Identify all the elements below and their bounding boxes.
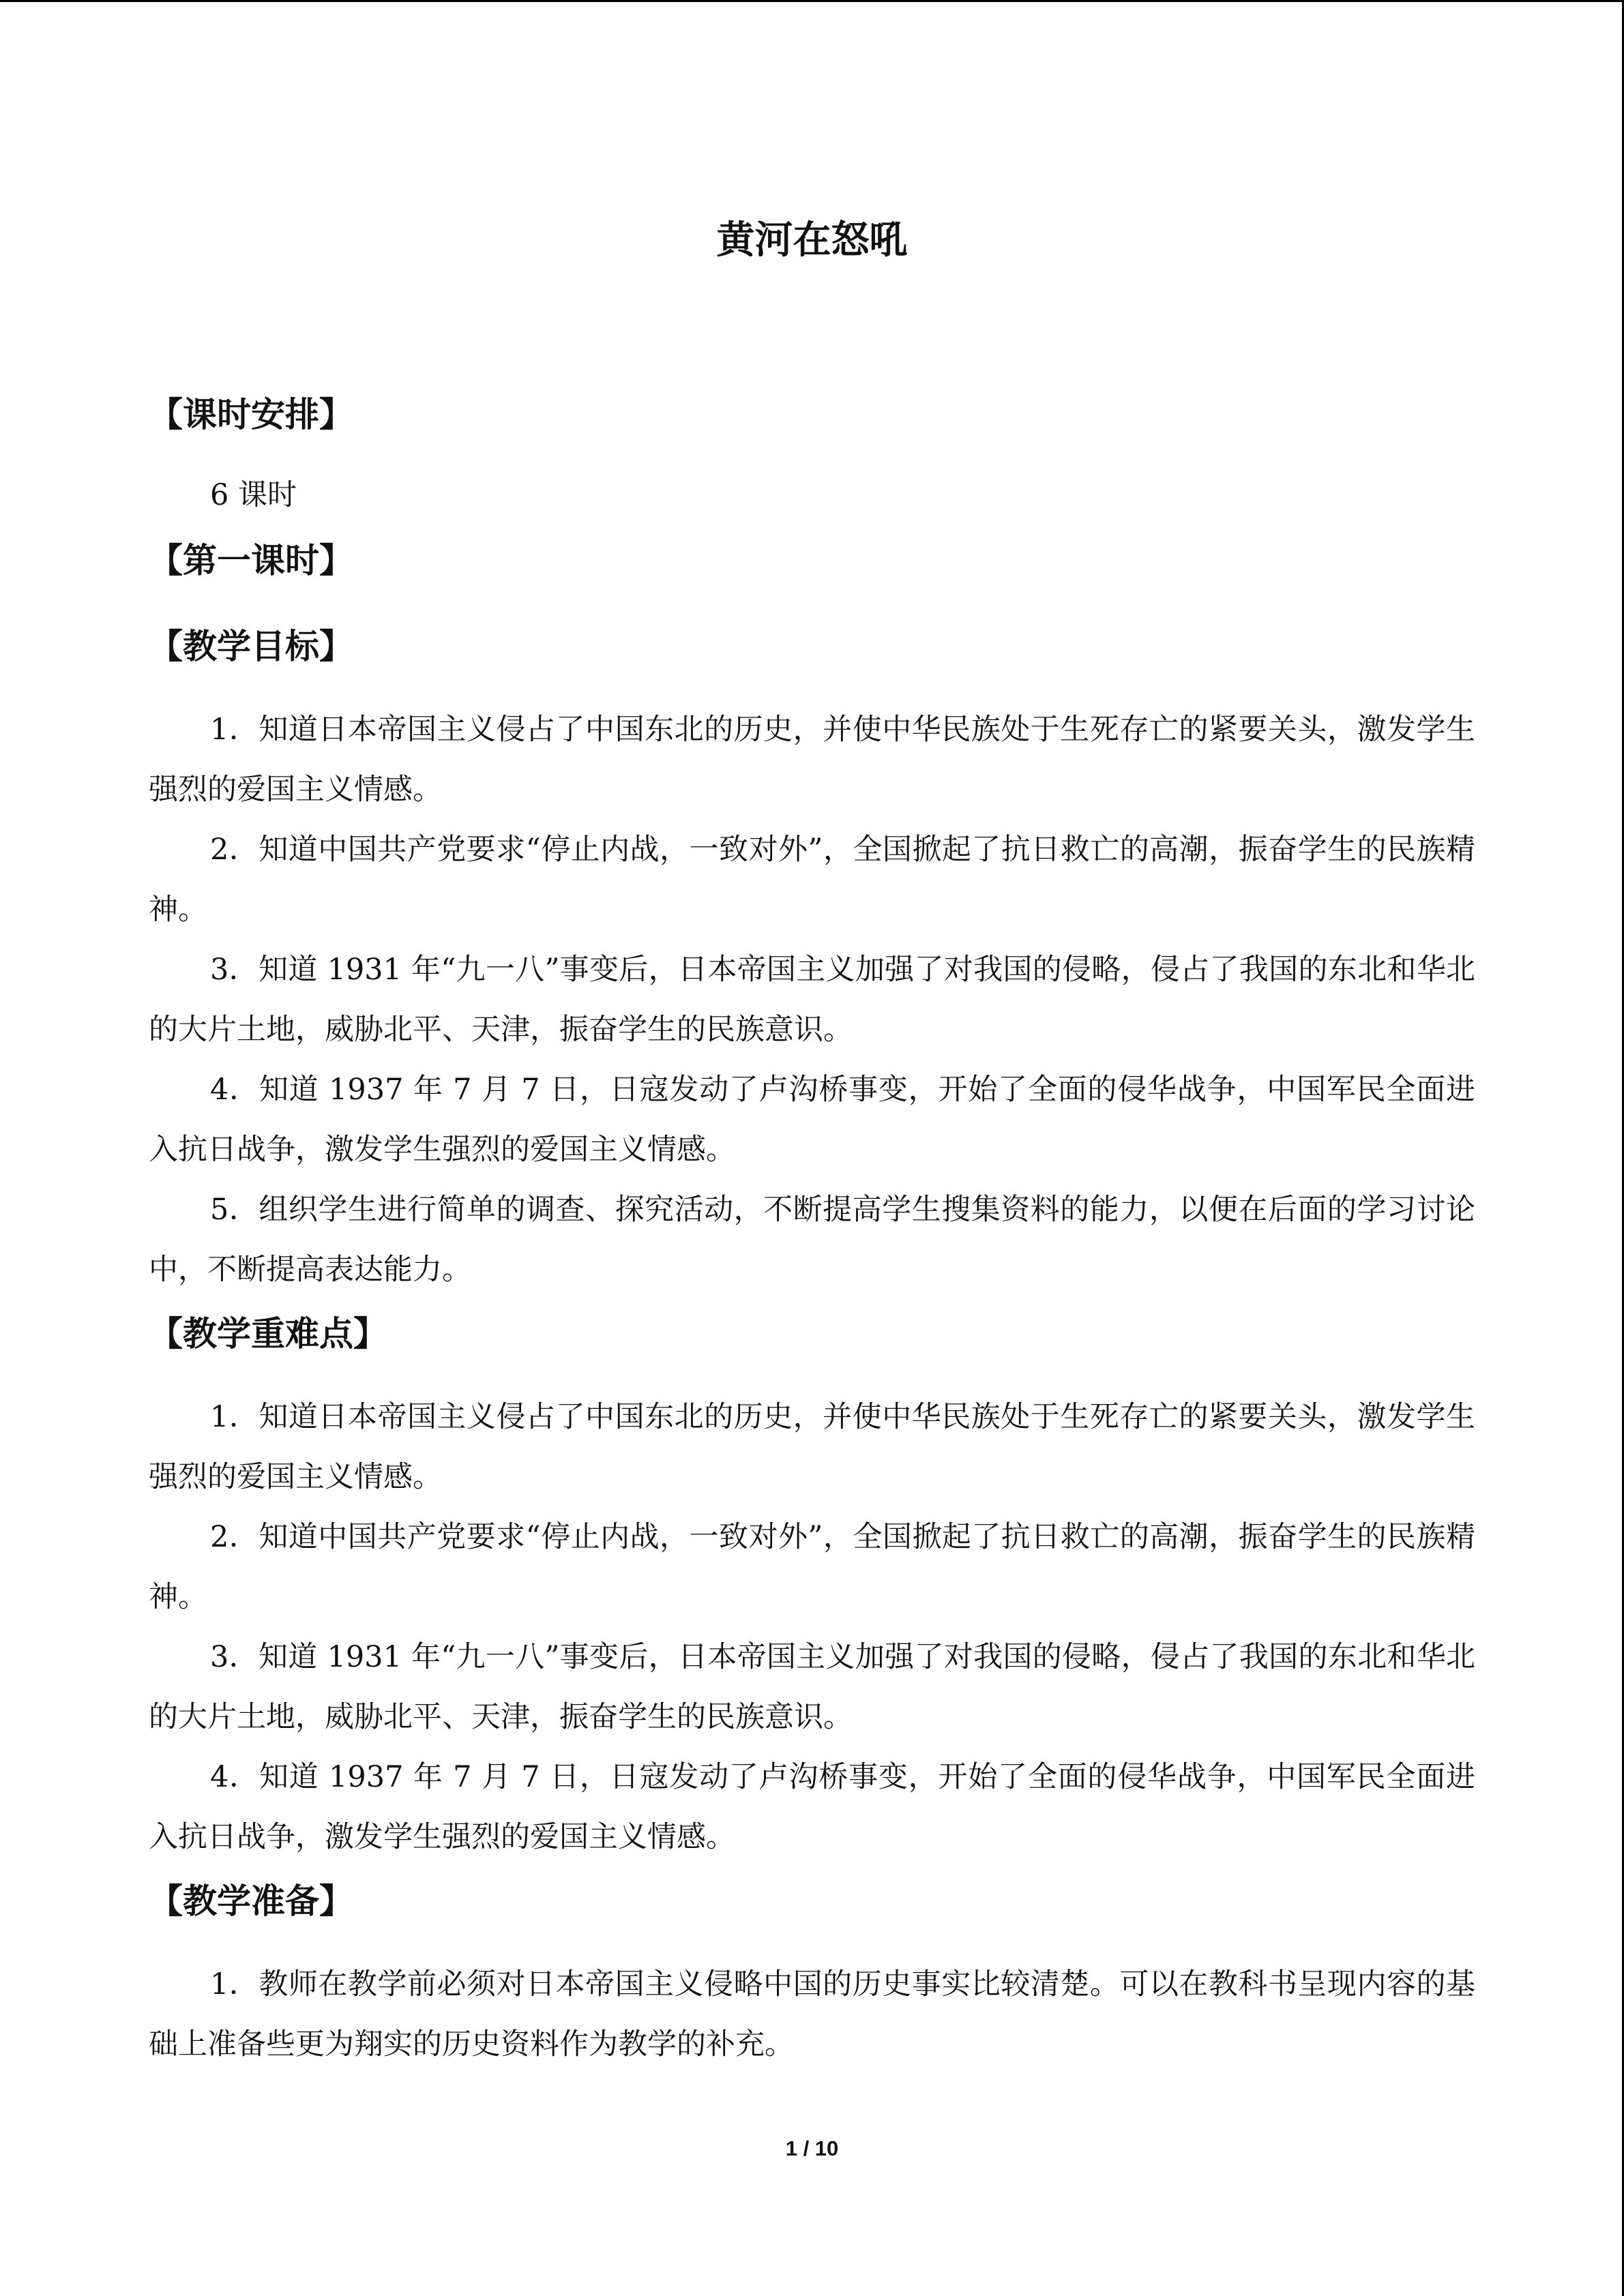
heading-lesson-one: 【第一课时】 — [149, 541, 353, 580]
key-point-item-4: 4．知道 1937 年 7 月 7 日，日寇发动了卢沟桥事变，开始了全面的侵华战争，中国军民全面进入抗日战争，激发学生强烈的爱国主义情感。 — [149, 1760, 1475, 1854]
heading-key-points: 【教学重难点】 — [149, 1314, 387, 1354]
page-top-border — [0, 0, 1624, 2]
objective-item-1: 1．知道日本帝国主义侵占了中国东北的历史，并使中华民族处于生死存亡的紧要关头，激发学生强烈的爱国主义情感。 — [149, 713, 1475, 807]
objective-item-3: 3．知道 1931 年“九一八”事变后，日本帝国主义加强了对我国的侵略，侵占了我国的东北和华北的大片土地，威胁北平、天津，振奋学生的民族意识。 — [149, 953, 1475, 1047]
heading-preparation: 【教学准备】 — [149, 1881, 353, 1921]
document-title: 黄河在怒吼 — [716, 218, 908, 263]
heading-objectives: 【教学目标】 — [149, 627, 353, 666]
heading-schedule: 【课时安排】 — [149, 395, 353, 434]
preparation-item-1: 1．教师在教学前必须对日本帝国主义侵略中国的历史事实比较清楚。可以在教科书呈现内容的基础上准备些更为翔实的历史资料作为教学的补充。 — [149, 1967, 1475, 2061]
key-point-item-2: 2．知道中国共产党要求“停止内战，一致对外”，全国掀起了抗日救亡的高潮，振奋学生的民族精神。 — [149, 1520, 1475, 1614]
key-point-item-1: 1．知道日本帝国主义侵占了中国东北的历史，并使中华民族处于生死存亡的紧要关头，激发学生强烈的爱国主义情感。 — [149, 1400, 1475, 1494]
objective-item-2: 2．知道中国共产党要求“停止内战，一致对外”，全国掀起了抗日救亡的高潮，振奋学生的民族精神。 — [149, 833, 1475, 927]
objective-item-4: 4．知道 1937 年 7 月 7 日，日寇发动了卢沟桥事变，开始了全面的侵华战争，中国军民全面进入抗日战争，激发学生强烈的爱国主义情感。 — [149, 1073, 1475, 1167]
schedule-text: 6 课时 — [210, 478, 297, 512]
objective-item-5: 5．组织学生进行简单的调查、探究活动，不断提高学生搜集资料的能力，以便在后面的学习讨论中，不断提高表达能力。 — [149, 1193, 1475, 1287]
key-point-item-3: 3．知道 1931 年“九一八”事变后，日本帝国主义加强了对我国的侵略，侵占了我国的东北和华北的大片土地，威胁北平、天津，振奋学生的民族意识。 — [149, 1640, 1475, 1734]
page-number: 1 / 10 — [785, 2136, 839, 2160]
